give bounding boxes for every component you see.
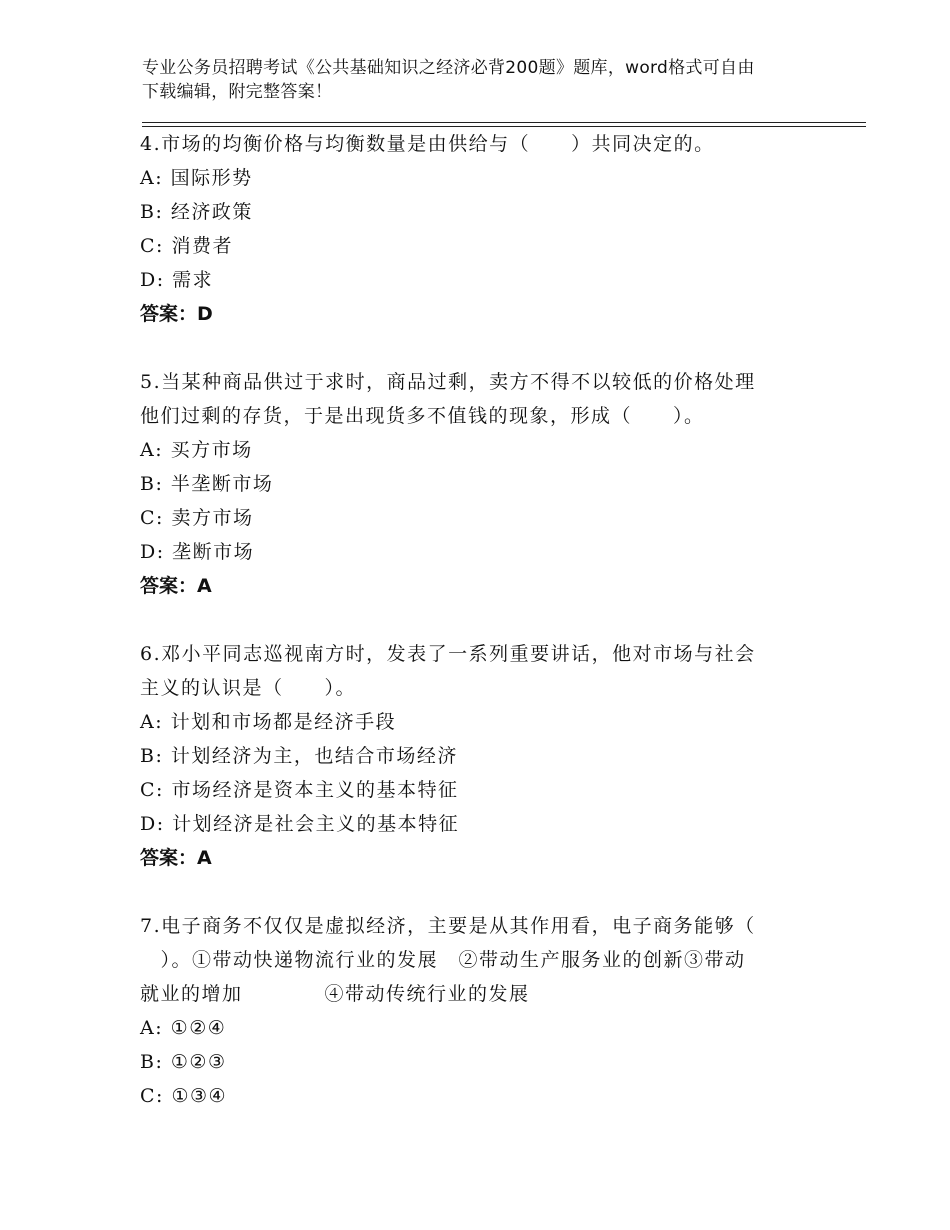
question-stem: 5.当某种商品供过于求时，商品过剩，卖方不得不以较低的价格处理 bbox=[140, 371, 756, 393]
option-d: D: 垄断市场 bbox=[140, 541, 255, 563]
header-line-1: 专业公务员招聘考试《公共基础知识之经济必背200题》题库，word格式可自由 bbox=[142, 58, 755, 78]
header-divider-top bbox=[142, 122, 866, 123]
option-b: B: 经济政策 bbox=[140, 201, 253, 223]
option-d: D: 需求 bbox=[140, 269, 214, 291]
question-list bbox=[140, 127, 800, 1113]
option-b: B: ①②③ bbox=[140, 1051, 227, 1073]
answer-label: 答案：A bbox=[140, 575, 212, 597]
answer-label: 答案：D bbox=[140, 303, 213, 325]
question-stem-continued: 就业的增加 ④带动传统行业的发展 bbox=[140, 983, 530, 1005]
option-c: C: ①③④ bbox=[140, 1085, 228, 1107]
answer-label: 答案：A bbox=[140, 847, 212, 869]
question-6 bbox=[140, 637, 800, 875]
document-header bbox=[142, 56, 822, 104]
option-b: B: 计划经济为主，也结合市场经济 bbox=[140, 745, 458, 767]
question-stem: 6.邓小平同志巡视南方时，发表了一系列重要讲话，他对市场与社会 bbox=[140, 643, 756, 665]
question-7 bbox=[140, 909, 800, 1113]
option-a: A: ①②④ bbox=[140, 1017, 227, 1039]
spacer bbox=[140, 603, 800, 637]
option-c: C: 消费者 bbox=[140, 235, 233, 257]
header-line-2: 下载编辑，附完整答案！ bbox=[142, 82, 333, 102]
question-stem-continued: ）。①带动快递物流行业的发展 ②带动生产服务业的创新③带动 bbox=[140, 949, 746, 971]
option-a: A: 国际形势 bbox=[140, 167, 253, 189]
question-stem: 4.市场的均衡价格与均衡数量是由供给与（ ）共同决定的。 bbox=[140, 133, 715, 155]
spacer bbox=[140, 331, 800, 365]
option-c: C: 卖方市场 bbox=[140, 507, 254, 529]
option-a: A: 买方市场 bbox=[140, 439, 253, 461]
question-stem: 7.电子商务不仅仅是虚拟经济，主要是从其作用看，电子商务能够（ bbox=[140, 915, 756, 937]
spacer bbox=[140, 875, 800, 909]
option-c: C: 市场经济是资本主义的基本特征 bbox=[140, 779, 459, 801]
question-stem-continued: 他们过剩的存货，于是出现货多不值钱的现象，形成（ ）。 bbox=[140, 405, 705, 427]
question-5 bbox=[140, 365, 800, 603]
question-stem-continued: 主义的认识是（ ）。 bbox=[140, 677, 357, 699]
question-4 bbox=[140, 127, 800, 331]
option-d: D: 计划经济是社会主义的基本特征 bbox=[140, 813, 460, 835]
option-a: A: 计划和市场都是经济手段 bbox=[140, 711, 397, 733]
option-b: B: 半垄断市场 bbox=[140, 473, 274, 495]
